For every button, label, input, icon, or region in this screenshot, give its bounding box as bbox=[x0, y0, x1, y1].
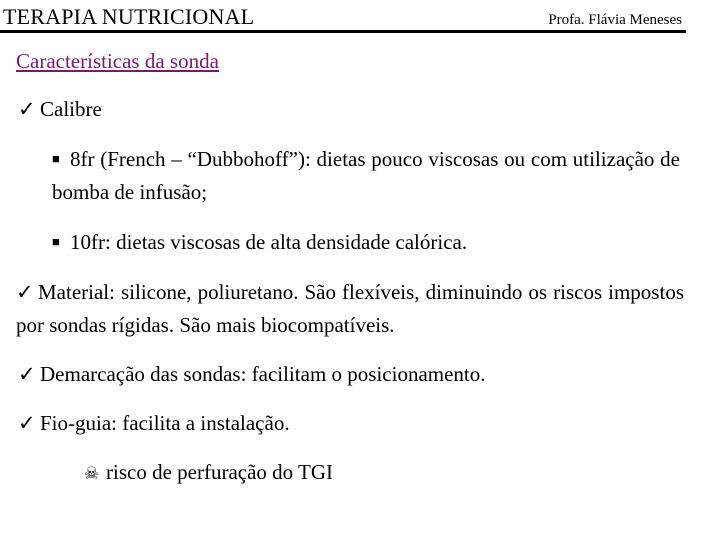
list-item-text: Demarcação das sondas: facilitam o posicionamento. bbox=[40, 362, 486, 386]
warning-text: risco de perfuração do TGI bbox=[106, 460, 334, 484]
warning-note bbox=[84, 456, 333, 490]
skull-icon: ☠ bbox=[84, 464, 100, 483]
sub-item-text: 10fr: dietas viscosas de alta densidade calórica. bbox=[70, 230, 468, 254]
section-title: Características da sonda bbox=[16, 49, 219, 73]
check-icon: ✓ bbox=[16, 280, 34, 304]
list-item-calibre bbox=[18, 93, 102, 126]
list-item-text: Material: silicone, poliuretano. São flexíveis, diminuindo os riscos impostos por sondas rígidas. São mais biocompatíveis. bbox=[16, 280, 684, 337]
sub-item-8fr bbox=[52, 142, 680, 209]
author-label: Profa. Flávia Meneses bbox=[548, 12, 682, 28]
square-bullet-icon: ■ bbox=[52, 151, 60, 166]
list-item-material bbox=[16, 276, 684, 342]
check-icon: ✓ bbox=[18, 362, 36, 386]
sub-item-text: 8fr (French – “Dubbohoff”): dietas pouco viscosas ou com utilização de bomba de infusão; bbox=[52, 147, 680, 204]
list-item-fio-guia bbox=[18, 407, 290, 440]
page-title: TERAPIA NUTRICIONAL bbox=[3, 4, 255, 29]
check-icon: ✓ bbox=[18, 411, 36, 435]
list-item-text: Calibre bbox=[40, 97, 102, 121]
header-divider bbox=[0, 30, 686, 33]
check-icon: ✓ bbox=[18, 97, 36, 121]
list-item-text: Fio-guia: facilita a instalação. bbox=[40, 411, 290, 435]
square-bullet-icon: ■ bbox=[52, 234, 60, 249]
list-item-demarcacao bbox=[18, 358, 486, 391]
sub-item-10fr bbox=[52, 225, 467, 259]
